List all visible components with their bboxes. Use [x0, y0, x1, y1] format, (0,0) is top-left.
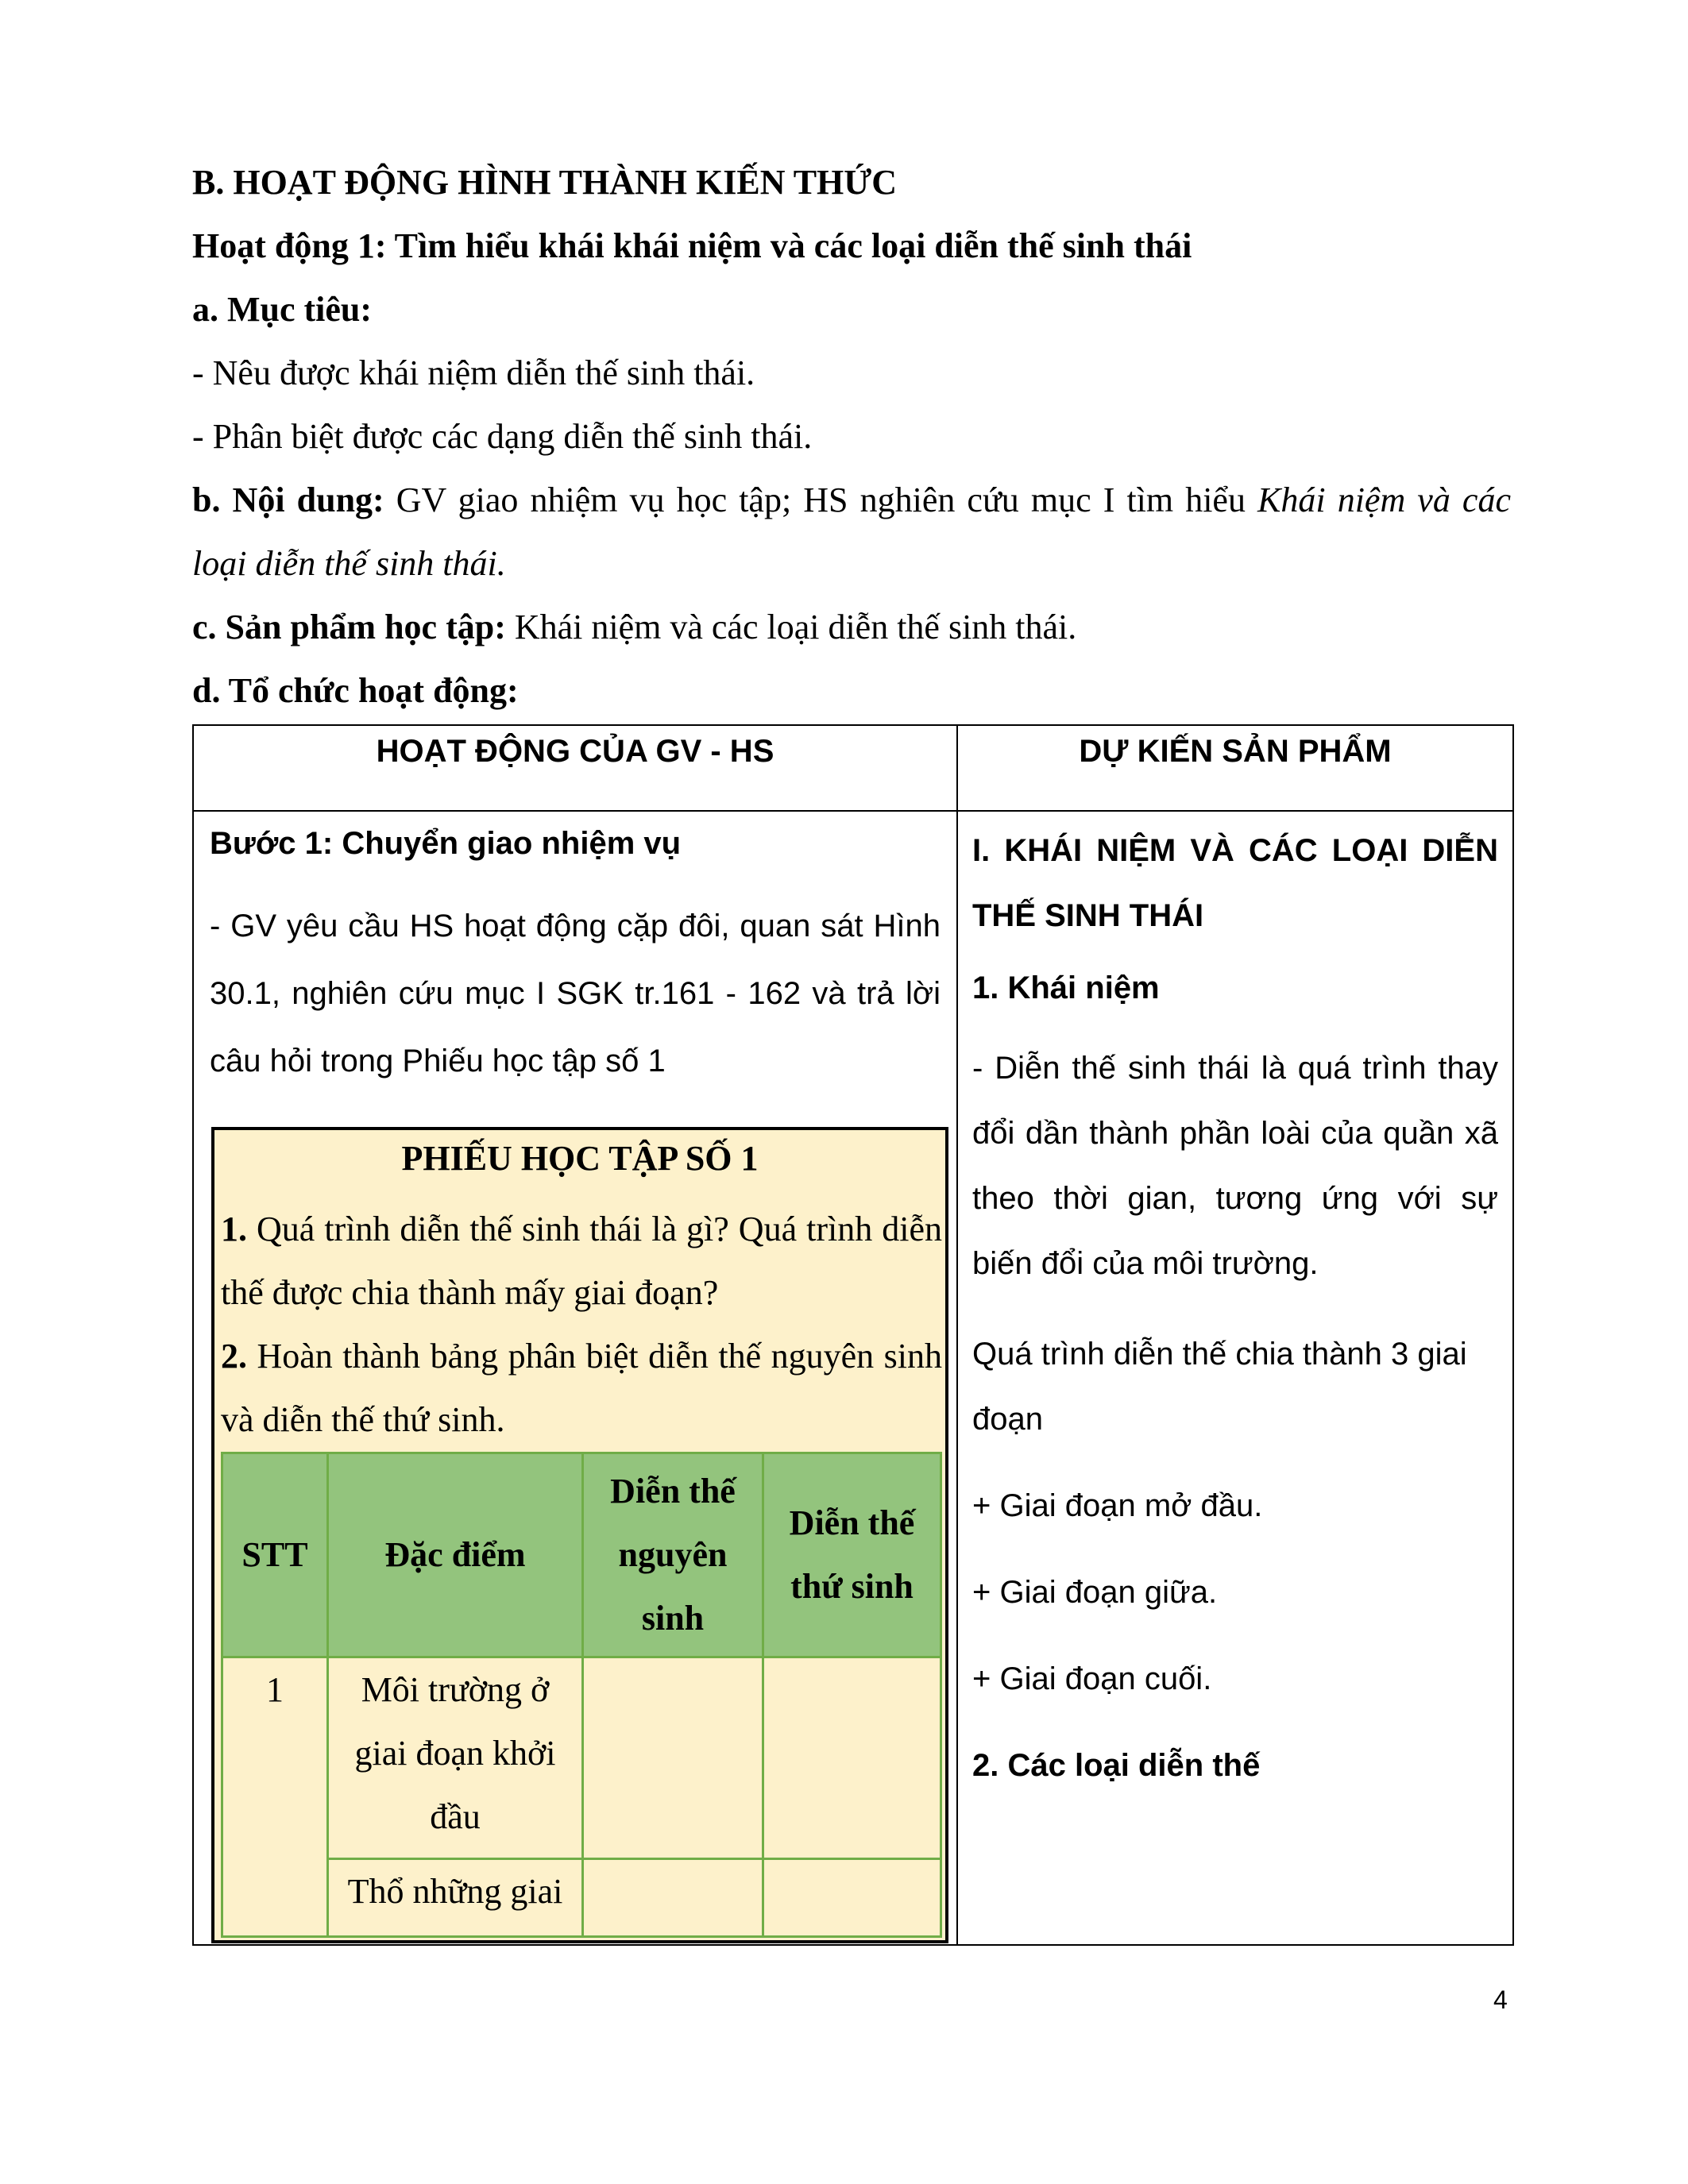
col-header-activities: HOẠT ĐỘNG CỦA GV - HS	[376, 734, 774, 769]
organize-label: d. Tổ chức hoạt động:	[192, 671, 519, 710]
right-definition: - Diễn thế sinh thái là quá trình thay đổi dần thành phần loài của quần xã theo thời gian, tương ứng với sự biến đổi của môi trường.	[972, 1051, 1498, 1281]
q1-number: 1.	[221, 1210, 247, 1248]
table-divider-vertical	[956, 726, 958, 1944]
activity-table	[192, 724, 1514, 1946]
q2-number: 2.	[221, 1337, 247, 1376]
page-number: 4	[1493, 1985, 1508, 2014]
right-sub1: 1. Khái niệm	[972, 970, 1160, 1005]
objective-item-2: - Phân biệt được các dạng diễn thế sinh thái.	[192, 417, 813, 456]
activity-heading: Hoạt động 1: Tìm hiểu khái khái niệm và các loại diễn thế sinh thái	[192, 226, 1192, 265]
right-stage-1: + Giai đoạn mở đầu.	[972, 1488, 1263, 1523]
step1-text: - GV yêu cầu HS hoạt động cặp đôi, quan sát Hình 30.1, nghiên cứu mục I SGK tr.161 - 162 và trả lời câu hỏi trong Phiếu học tập số 1	[210, 909, 941, 1078]
grid-line	[223, 1656, 940, 1658]
product-text: Khái niệm và các loại diễn thế sinh thái.	[505, 608, 1077, 646]
header-primary-succession: Diễn thế nguyên sinh	[610, 1472, 736, 1638]
content-paragraph	[192, 469, 1511, 596]
worksheet-1	[211, 1127, 948, 1943]
worksheet-title: PHIẾU HỌC TẬP SỐ 1	[401, 1139, 759, 1178]
row1-stt: 1	[266, 1670, 284, 1709]
row1-feature: Môi trường ở giai đoạn khởi đầu	[354, 1670, 556, 1836]
row2-feature: Thổ những giai	[347, 1872, 563, 1911]
section-heading: B. HOẠT ĐỘNG HÌNH THÀNH KIẾN THỨC	[192, 163, 898, 202]
product-paragraph	[192, 596, 1076, 659]
worksheet-question-1	[221, 1198, 942, 1325]
col-header-products: DỰ KIẾN SẢN PHẨM	[1079, 734, 1392, 769]
header-stt: STT	[241, 1535, 308, 1574]
objective-label: a. Mục tiêu:	[192, 290, 373, 329]
right-stage-2: + Giai đoạn giữa.	[972, 1575, 1218, 1610]
comparison-table	[221, 1452, 942, 1938]
content-label: b. Nội dung:	[192, 480, 384, 519]
right-heading: I. KHÁI NIỆM VÀ CÁC LOẠI DIỄN THẾ SINH THÁI	[972, 833, 1498, 933]
q2-text: Hoàn thành bảng phân biệt diễn thế nguyên sinh và diễn thế thứ sinh.	[221, 1337, 942, 1439]
worksheet-question-2	[221, 1325, 942, 1452]
header-feature: Đặc điểm	[384, 1535, 526, 1574]
table-divider-horizontal	[194, 810, 1512, 812]
q1-text: Quá trình diễn thế sinh thái là gì? Quá trình diễn thế được chia thành mấy giai đoạn?	[221, 1210, 942, 1312]
product-label: c. Sản phẩm học tập:	[192, 608, 506, 646]
right-stage-3: + Giai đoạn cuối.	[972, 1661, 1212, 1696]
header-secondary-succession: Diễn thế thứ sinh	[789, 1503, 915, 1606]
content-text: GV giao nhiệm vụ học tập; HS nghiên cứu mục I tìm hiểu	[384, 480, 1258, 519]
objective-item-1: - Nêu được khái niệm diễn thế sinh thái.	[192, 353, 755, 392]
step1-title: Bước 1: Chuyển giao nhiệm vụ	[210, 826, 682, 861]
right-sub2: 2. Các loại diễn thế	[972, 1748, 1261, 1783]
content-italic: Khái niệm và các loại diễn thế sinh thái.	[192, 480, 1511, 583]
right-stages-intro: Quá trình diễn thế chia thành 3 giai đoạn	[972, 1337, 1467, 1437]
